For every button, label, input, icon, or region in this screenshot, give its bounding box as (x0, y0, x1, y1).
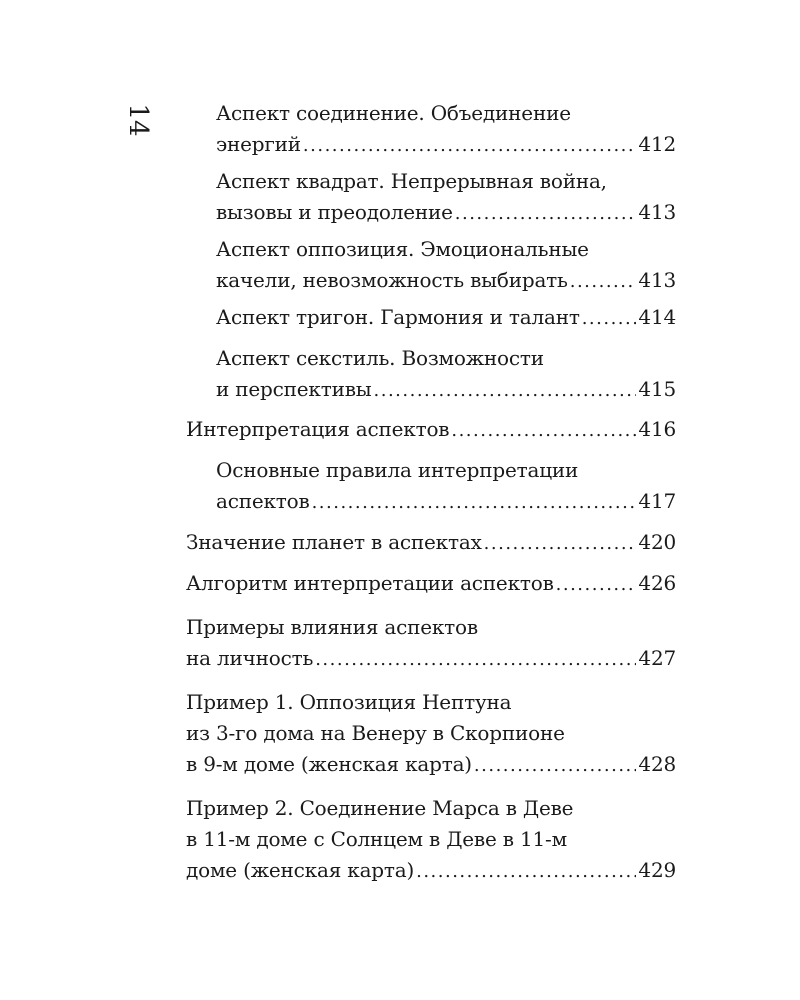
toc-page-number: 412 (638, 132, 676, 156)
toc-entry-line: качели, невозможность выбирать (216, 268, 568, 292)
toc-entry (186, 687, 676, 781)
toc-entry-line: Интерпретация аспектов (186, 417, 450, 441)
dot-leader (570, 266, 637, 297)
toc-entry-line: Аспект секстиль. Возможности (216, 346, 544, 370)
toc-page-number: 414 (638, 305, 676, 329)
page-number: 14 (123, 103, 153, 137)
toc-entry-line: Основные правила интерпретации (216, 458, 579, 482)
toc-page-number: 427 (638, 646, 676, 670)
toc-entry-line: энергий (216, 132, 301, 156)
toc-entry (186, 612, 676, 675)
toc-page-number: 413 (638, 200, 676, 224)
toc-entry-line: из 3-го дома на Венеру в Скорпионе (186, 721, 565, 745)
toc-entry (186, 98, 676, 161)
table-of-contents (186, 98, 676, 887)
dot-leader (455, 198, 637, 229)
toc-entry-line: Аспект оппозиция. Эмоциональные (216, 237, 589, 261)
dot-leader (582, 303, 637, 334)
toc-entry-line: Пример 1. Оппозиция Нептуна (186, 690, 512, 714)
toc-entry (186, 343, 676, 406)
toc-page-number: 429 (638, 858, 676, 882)
toc-entry-line: аспектов (216, 489, 310, 513)
toc-entry-line: на личность (186, 646, 314, 670)
toc-entry (186, 166, 676, 229)
dot-leader (556, 569, 637, 600)
toc-entry (186, 234, 676, 297)
toc-entry-line: в 11-м доме с Солнцем в Деве в 11-м (186, 827, 567, 851)
toc-entry (186, 414, 676, 446)
toc-entry-line: Примеры влияния аспектов (186, 615, 478, 639)
dot-leader (484, 528, 637, 559)
toc-entry-line: Аспект квадрат. Непрерывная война, (216, 169, 607, 193)
dot-leader (315, 644, 636, 675)
toc-page-number: 426 (638, 571, 676, 595)
toc-entry (186, 568, 676, 600)
toc-page-number: 417 (638, 489, 676, 513)
dot-leader (451, 415, 636, 446)
toc-entry-line: вызовы и преодоление (216, 200, 453, 224)
dot-leader (416, 856, 636, 887)
toc-entry-line: Алгоритм интерпретации аспектов (186, 571, 554, 595)
toc-entry-line: Пример 2. Соединение Марса в Деве (186, 796, 574, 820)
dot-leader (303, 130, 637, 161)
dot-leader (474, 750, 637, 781)
toc-page-number: 415 (638, 377, 676, 401)
toc-entry (186, 455, 676, 518)
toc-entry-line: Аспект соединение. Объединение (216, 101, 571, 125)
dot-leader (312, 487, 637, 518)
toc-page-number: 413 (638, 268, 676, 292)
toc-page-number: 428 (638, 752, 676, 776)
toc-entry (186, 302, 676, 334)
toc-entry-line: Аспект тригон. Гармония и талант (216, 305, 580, 329)
dot-leader (374, 375, 637, 406)
toc-entry-line: Значение планет в аспектах (186, 530, 482, 554)
toc-entry-line: и перспективы (216, 377, 372, 401)
toc-page-number: 416 (638, 417, 676, 441)
toc-entry-line: доме (женская карта) (186, 858, 415, 882)
toc-page-number: 420 (638, 530, 676, 554)
toc-entry-line: в 9-м доме (женская карта) (186, 752, 472, 776)
toc-entry (186, 793, 676, 887)
toc-entry (186, 527, 676, 559)
